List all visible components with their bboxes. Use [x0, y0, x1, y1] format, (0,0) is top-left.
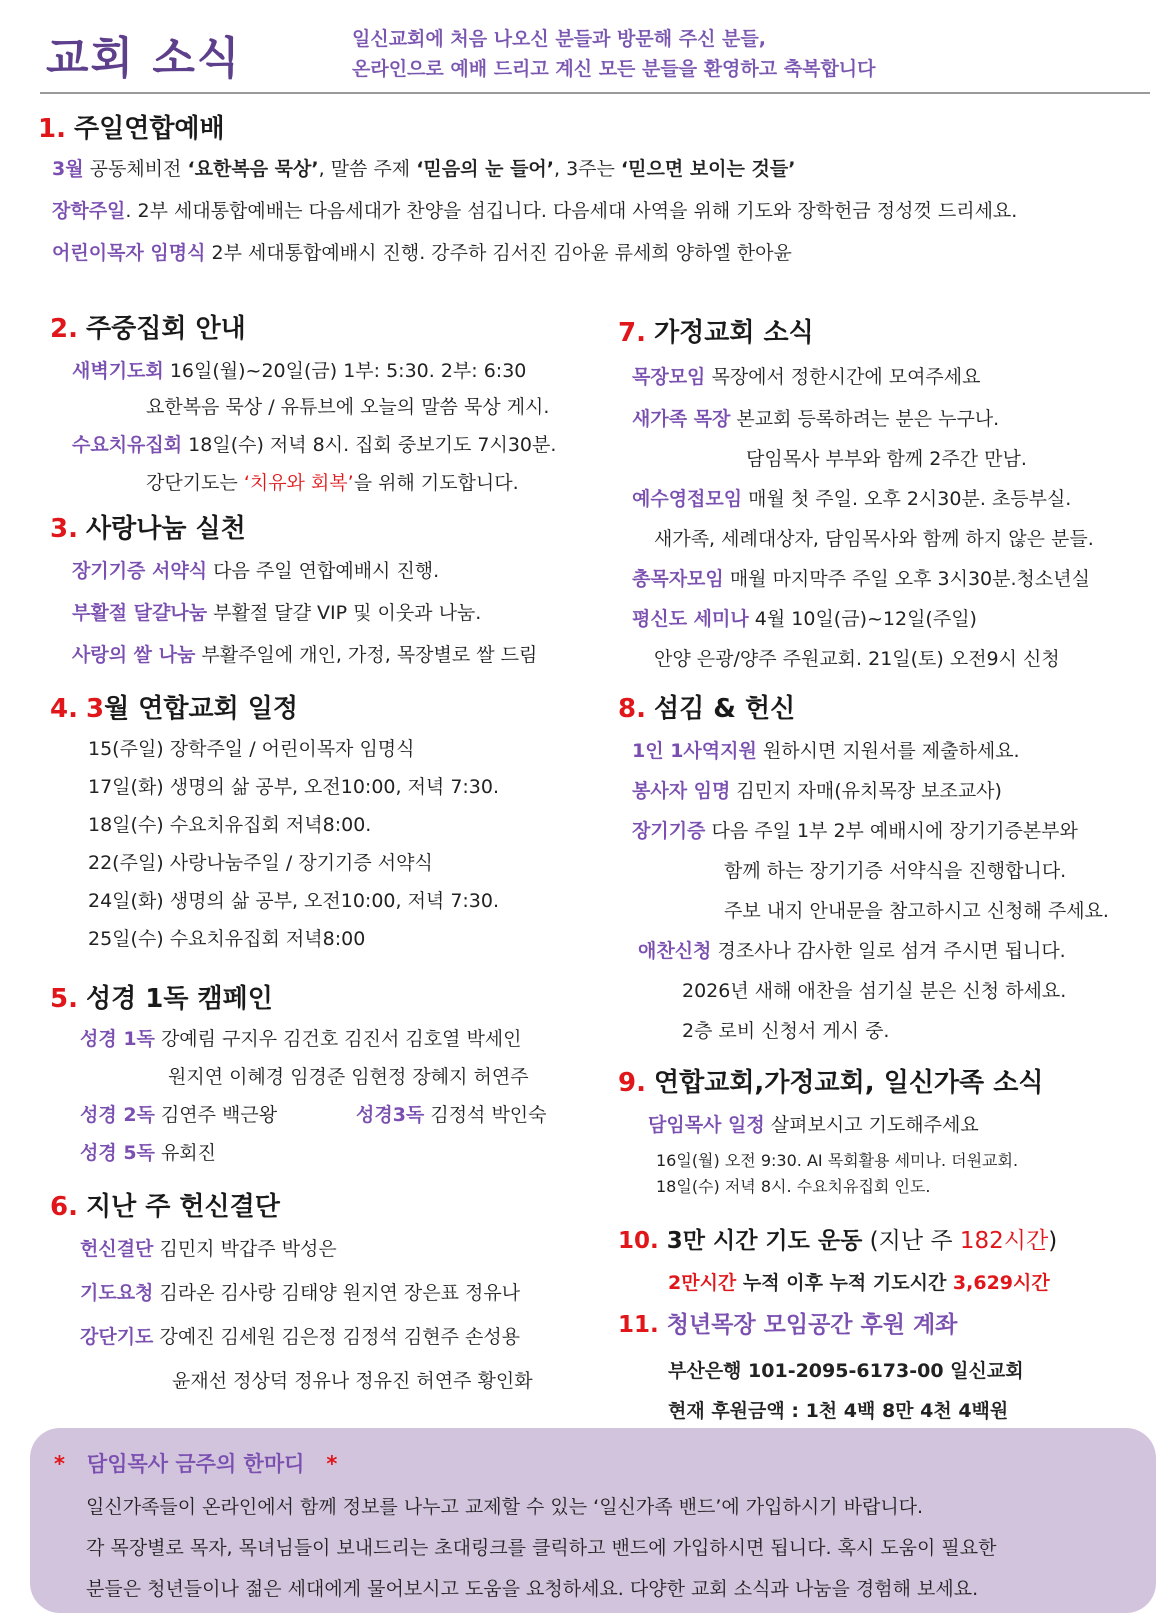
s1-line-1	[52, 154, 795, 181]
s8-line-8: 2층 로비 신청서 게시 중.	[682, 1020, 890, 1042]
text: 다음 주일 1부 2부 예배시에 장기기증본부와	[705, 820, 1078, 842]
section-4-heading	[50, 688, 298, 725]
s7-line-5: 새가족, 세례대상자, 담임목사와 함께 하지 않은 분들.	[654, 528, 1094, 550]
section-10-heading	[618, 1222, 1057, 1255]
s8-line-5: 주보 내지 안내문을 참고하시고 신청해 주세요.	[724, 900, 1109, 922]
bold-text: ‘믿으면 보이는 것들’	[620, 158, 796, 180]
s9-line-1	[648, 1110, 979, 1137]
section-title: 섬김 & 헌신	[653, 694, 796, 724]
text: 부활절 달걀 VIP 및 이웃과 나눔.	[207, 602, 482, 624]
welcome-message	[352, 24, 876, 84]
donation-amount: 현재 후원금액 : 1천 4백 8만 4천 4백원	[668, 1400, 1009, 1422]
text: 강예진 김세원 김은정 김정석 김현주 손성용	[153, 1326, 521, 1348]
pastor-message-line-2: 각 목장별로 목자, 목녀님들이 보내드리는 초대링크를 클릭하고 밴드에 가입하시면 됩니다. 혹시 도움이 필요한	[86, 1537, 997, 1559]
s6-item	[80, 1234, 337, 1261]
text: 부활주일에 개인, 가정, 목장별로 쌀 드림	[195, 644, 538, 666]
section-8-heading	[618, 688, 795, 725]
item-label: 3월	[52, 158, 84, 180]
item-label: 장학주일	[52, 200, 126, 222]
header-divider	[40, 92, 1150, 94]
text: , 3주는	[554, 158, 621, 180]
welcome-line-1: 일신교회에 처음 나오신 분들과 방문해 주신 분들,	[352, 28, 766, 50]
s8-line-4: 함께 하는 장기기증 서약식을 진행합니다.	[724, 860, 1067, 882]
star-icon: *	[54, 1452, 65, 1476]
section-number: 2.	[50, 314, 78, 344]
item-label: 목장모임	[632, 366, 706, 388]
s1-line-2	[52, 196, 1017, 223]
item-label: 헌신결단	[80, 1238, 154, 1260]
item-label: 기도요청	[80, 1282, 154, 1304]
s5-line-3b	[356, 1100, 547, 1127]
schedule-item: 24일(화) 생명의 삶 공부, 오전10:00, 저녁 7:30.	[88, 890, 500, 912]
s5-line-4	[80, 1138, 216, 1165]
item-label: 담임목사 일정	[648, 1114, 765, 1136]
item-label: 장기기증	[632, 820, 706, 842]
s9-line-2: 16일(월) 오전 9:30. AI 목회활용 세미나. 더원교회.	[656, 1151, 1019, 1170]
text: 2부 세대통합예배시 진행. 강주하 김서진 김아윤 류세희 양하엘 한아윤	[205, 242, 792, 264]
highlight-text: ‘치유와 회복’	[243, 472, 354, 494]
pastor-message-title	[54, 1448, 337, 1478]
s8-line-2	[632, 776, 1002, 803]
box-title-text: 담임목사 금주의 한마디	[86, 1452, 305, 1476]
text: 경조사나 감사한 일로 섬겨 주시면 됩니다.	[711, 940, 1066, 962]
text: 김민지 자매(유치목장 보조교사)	[730, 780, 1002, 802]
section-number: 9.	[618, 1068, 646, 1098]
item-label: 부활절 달걀나눔	[72, 602, 208, 624]
highlight-text: 182시간	[959, 1228, 1049, 1254]
item-label: 사랑의 쌀 나눔	[72, 644, 196, 666]
text: 살펴보시고 기도해주세요	[764, 1114, 979, 1136]
page-title: 교회 소식	[46, 33, 242, 84]
s7-line-7	[632, 604, 977, 631]
item-label: 강단기도	[80, 1326, 154, 1348]
s2-line-1	[72, 356, 526, 383]
s6-item	[80, 1322, 520, 1349]
bank-account: 부산은행 101-2095-6173-00 일신교회	[668, 1360, 1024, 1382]
section-title: 월 연합교회 일정	[104, 694, 298, 724]
s3-item	[72, 556, 439, 583]
item-label: 수요치유집회	[72, 434, 183, 456]
section-title: 주중집회 안내	[85, 314, 246, 344]
s2-line-4	[146, 468, 519, 495]
text: (지난 주	[862, 1228, 960, 1254]
item-label: 애찬신청	[638, 940, 712, 962]
text: 공동체비전	[83, 158, 188, 180]
text: 다음 주일 연합예배시 진행.	[207, 560, 440, 582]
text: 누적 이후 누적 기도시간	[736, 1272, 953, 1294]
s5-line-3	[80, 1100, 277, 1127]
schedule-item: 18일(수) 수요치유집회 저녁8:00.	[88, 814, 372, 836]
text: 을 위해 기도합니다.	[353, 472, 519, 494]
section-title: 사랑나눔 실천	[85, 514, 246, 544]
section-title: 청년목장 모임공간 후원 계좌	[666, 1312, 958, 1338]
text: . 2부 세대통합예배는 다음세대가 찬양을 섬깁니다. 다음세대 사역을 위해 기도와 장학헌금 정성껏 드리세요.	[125, 200, 1018, 222]
s7-line-2	[632, 404, 999, 431]
s2-line-2: 요한복음 묵상 / 유튜브에 오늘의 말씀 묵상 게시.	[146, 396, 550, 418]
s7-line-8: 안양 은광/양주 주원교회. 21일(토) 오전9시 신청	[654, 648, 1060, 670]
section-number: 3.	[50, 514, 78, 544]
section-number: 4.	[50, 694, 78, 724]
item-label: 성경3독	[356, 1104, 425, 1126]
text: 18일(수) 저녁 8시. 집회 중보기도 7시30분.	[182, 434, 557, 456]
highlight-text: 2만시간	[668, 1272, 737, 1294]
text: 강단기도는	[146, 472, 244, 494]
text: 김정석 박인숙	[424, 1104, 547, 1126]
s6-continuation: 윤재선 정상덕 정유나 정유진 허연주 황인화	[172, 1370, 533, 1392]
section-title: 지난 주 헌신결단	[85, 1192, 280, 1222]
section-number: 1.	[38, 114, 66, 144]
item-label: 새가족 목장	[632, 408, 731, 430]
s7-line-1	[632, 362, 981, 389]
text: 강예림 구지우 김건호 김진서 김호열 박세인	[154, 1028, 522, 1050]
section-number: 10.	[618, 1228, 659, 1254]
text: 4월 10일(금)~12일(주일)	[748, 608, 977, 630]
section-7-heading	[618, 312, 814, 349]
title-number: 3	[85, 694, 105, 724]
section-title: 가정교회 소식	[653, 318, 814, 348]
text: 원하시면 지원서를 제출하세요.	[756, 740, 1020, 762]
welcome-line-2: 온라인으로 예배 드리고 계신 모든 분들을 환영하고 축복합니다	[352, 58, 876, 80]
s8-line-6	[638, 936, 1066, 963]
item-label: 성경 5독	[80, 1142, 155, 1164]
section-number: 5.	[50, 984, 78, 1014]
item-label: 어린이목자 임명식	[52, 242, 206, 264]
s3-item	[72, 598, 481, 625]
s8-line-1	[632, 736, 1020, 763]
pastor-message-line-3: 분들은 청년들이나 젊은 세대에게 물어보시고 도움을 요청하세요. 다양한 교회 소식과 나눔을 경험해 보세요.	[86, 1578, 979, 1600]
text: 매월 마지막주 주일 오후 3시30분.청소년실	[723, 568, 1090, 590]
text: 김라온 김사랑 김태양 원지연 장은표 정유나	[153, 1282, 521, 1304]
text: 김연주 백근왕	[154, 1104, 278, 1126]
s7-line-3: 담임목사 부부와 함께 2주간 만남.	[746, 448, 1027, 470]
schedule-item: 15(주일) 장학주일 / 어린이목자 임명식	[88, 738, 415, 760]
item-label: 성경 2독	[80, 1104, 155, 1126]
item-label: 봉사자 임명	[632, 780, 731, 802]
item-label: 총목자모임	[632, 568, 724, 590]
s7-line-6	[632, 564, 1090, 591]
text: , 말씀 주제	[318, 158, 417, 180]
s9-line-3: 18일(수) 저녁 8시. 수요치유집회 인도.	[656, 1177, 931, 1196]
section-number: 6.	[50, 1192, 78, 1222]
item-label: 예수영접모임	[632, 488, 743, 510]
item-label: 1인 1사역지원	[632, 740, 757, 762]
s8-line-3	[632, 816, 1078, 843]
s3-item	[72, 640, 537, 667]
s10-prayer-totals	[668, 1268, 1050, 1295]
bold-text: ‘요한복음 묵상’	[187, 158, 319, 180]
section-number: 7.	[618, 318, 646, 348]
section-6-heading	[50, 1186, 280, 1223]
pastor-message-line-1: 일신가족들이 온라인에서 함께 정보를 나누고 교제할 수 있는 ‘일신가족 밴드’에 가입하시기 바랍니다.	[86, 1496, 924, 1518]
section-11-heading	[618, 1306, 957, 1339]
text: 목장에서 정한시간에 모여주세요	[705, 366, 981, 388]
text: 매월 첫 주일. 오후 2시30분. 초등부실.	[742, 488, 1072, 510]
item-label: 성경 1독	[80, 1028, 155, 1050]
s5-line-2: 원지연 이혜경 임경준 임현정 장혜지 허연주	[168, 1066, 529, 1088]
section-3-heading	[50, 508, 246, 545]
section-title: 연합교회,가정교회, 일신가족 소식	[653, 1068, 1044, 1098]
section-5-heading	[50, 978, 273, 1015]
section-title: 주일연합예배	[73, 114, 225, 144]
text: 본교회 등록하려는 분은 누구나.	[730, 408, 1000, 430]
highlight-text: 3,629시간	[952, 1272, 1050, 1294]
text: 김민지 박갑주 박성은	[153, 1238, 337, 1260]
schedule-item: 22(주일) 사랑나눔주일 / 장기기증 서약식	[88, 852, 433, 874]
section-2-heading	[50, 308, 246, 345]
item-label: 장기기증 서약식	[72, 560, 208, 582]
schedule-item: 25일(수) 수요치유집회 저녁8:00	[88, 928, 366, 950]
section-9-heading	[618, 1062, 1043, 1099]
text: )	[1048, 1228, 1058, 1254]
bold-text: ‘믿음의 눈 들어’	[416, 158, 554, 180]
section-1-heading	[38, 108, 225, 145]
section-title: 성경 1독 캠페인	[85, 984, 273, 1014]
s8-line-7: 2026년 새해 애찬을 섬기실 분은 신청 하세요.	[682, 980, 1067, 1002]
s6-item	[80, 1278, 520, 1305]
item-label: 새벽기도회	[72, 360, 164, 382]
section-title: 3만 시간 기도 운동	[666, 1228, 863, 1254]
item-label: 평신도 세미나	[632, 608, 749, 630]
text: 유회진	[154, 1142, 217, 1164]
text: 16일(월)~20일(금) 1부: 5:30. 2부: 6:30	[163, 360, 527, 382]
s5-line-1	[80, 1024, 522, 1051]
schedule-item: 17일(화) 생명의 삶 공부, 오전10:00, 저녁 7:30.	[88, 776, 500, 798]
section-number: 8.	[618, 694, 646, 724]
star-icon: *	[326, 1452, 338, 1476]
s2-line-3	[72, 430, 556, 457]
s1-line-3	[52, 238, 792, 265]
section-number: 11.	[618, 1312, 659, 1338]
s7-line-4	[632, 484, 1071, 511]
